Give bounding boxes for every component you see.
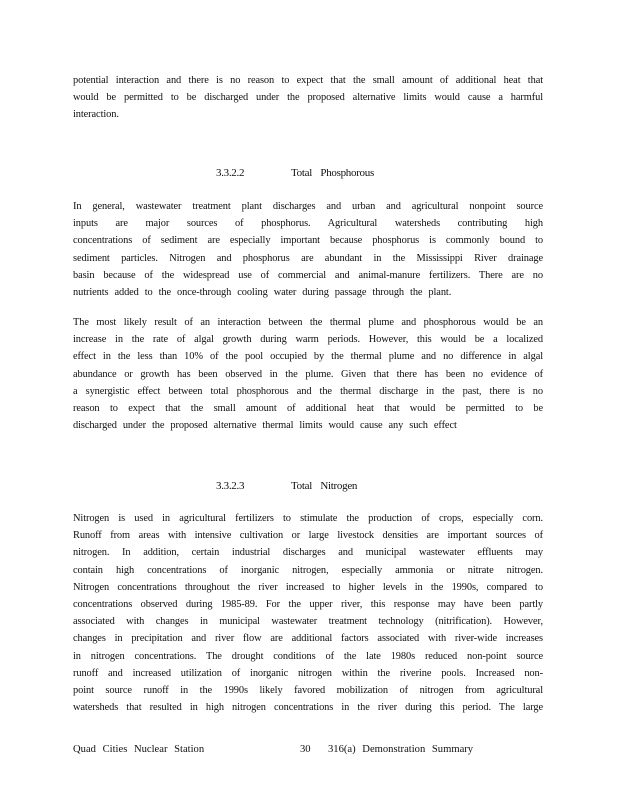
text-line: potential interaction and there is no reason to expect that the small amount of additional heat that: [73, 75, 543, 86]
section-number: 3.3.2.3: [216, 480, 245, 492]
text-line: abundance or growth has been observed in the plume. Given that there has been no evidence of: [73, 368, 543, 380]
text-line: associated with changes in municipal wastewater treatment technology (nitrification). However,: [73, 616, 543, 628]
section-number: 3.3.2.2: [216, 167, 245, 179]
footer-page-number: 30: [300, 744, 311, 755]
text-line: concentrations of sediment are especially important because phosphorus is commonly bound to: [73, 235, 543, 247]
text-line: effect in the less than 10% of the pool occupied by the thermal plume and no difference in algal: [73, 351, 543, 363]
text-line: point source runoff in the 1990s likely favored mobilization of nitrogen from agricultural: [73, 685, 543, 697]
text-line: Nitrogen concentrations throughout the river increased to higher levels in the 1990s, compared to: [73, 581, 543, 593]
text-line: nutrients added to the once-through cooling water during passage through the plant.: [73, 287, 452, 299]
section-title: Total Nitrogen: [291, 480, 358, 492]
intro-paragraph: [73, 72, 543, 124]
text-line: inputs are major sources of phosphorus. Agricultural watersheds contributing high: [73, 218, 543, 230]
text-line: The most likely result of an interaction between the thermal plume and phosphorous would be an: [73, 317, 543, 328]
footer-station-name: Quad Cities Nuclear Station: [73, 744, 205, 755]
text-line: In general, wastewater treatment plant discharges and urban and agricultural nonpoint source: [73, 201, 543, 212]
phosphorous-paragraph-1: [73, 198, 543, 301]
text-line: reason to expect that the small amount of additional heat that would be permitted to be: [73, 403, 543, 415]
footer-document-title: 316(a) Demonstration Summary: [328, 744, 474, 755]
text-line: watersheds that resulted in high nitrogen concentrations in the river during this period. The large: [73, 702, 543, 714]
text-line: Nitrogen is used in agricultural fertilizers to stimulate the production of crops, especially corn.: [73, 513, 543, 524]
text-line: would be permitted to be discharged under the proposed alternative limits would cause a harmful: [73, 92, 543, 104]
text-line: in nitrogen concentrations. The drought conditions of the late 1980s reduced non-point source: [73, 650, 543, 662]
text-line: a synergistic effect between total phosphorous and the thermal discharge in the past, there is no: [73, 385, 543, 397]
text-line: sediment particles. Nitrogen and phosphorus are abundant in the Mississippi River drainage: [73, 252, 543, 264]
text-line: increase in the rate of algal growth during warm periods. However, this would be a localized: [73, 334, 543, 346]
text-line: runoff and increased utilization of inorganic nitrogen within the riverine pools. Increased non-: [73, 667, 543, 679]
text-line: changes in precipitation and river flow are additional factors associated with river-wide increases: [73, 633, 543, 645]
text-line: interaction.: [73, 109, 119, 121]
phosphorous-paragraph-2: [73, 314, 543, 434]
text-line: basin because of the widespread use of commercial and animal-manure fertilizers. There are no: [73, 269, 543, 281]
text-line: Runoff from areas with intensive cultivation or large livestock densities are important sources of: [73, 530, 543, 542]
text-line: contain high concentrations of inorganic nitrogen, especially ammonia or nitrate nitrogen.: [73, 564, 543, 576]
text-line: nitrogen. In addition, certain industrial discharges and municipal wastewater effluents may: [73, 547, 543, 559]
text-line: concentrations observed during 1985-89. For the upper river, this response may have been partly: [73, 599, 543, 611]
nitrogen-paragraph-1: [73, 510, 543, 716]
text-line: discharged under the proposed alternative thermal limits would cause any such effect: [73, 420, 457, 432]
section-title: Total Phosphorous: [291, 167, 374, 179]
